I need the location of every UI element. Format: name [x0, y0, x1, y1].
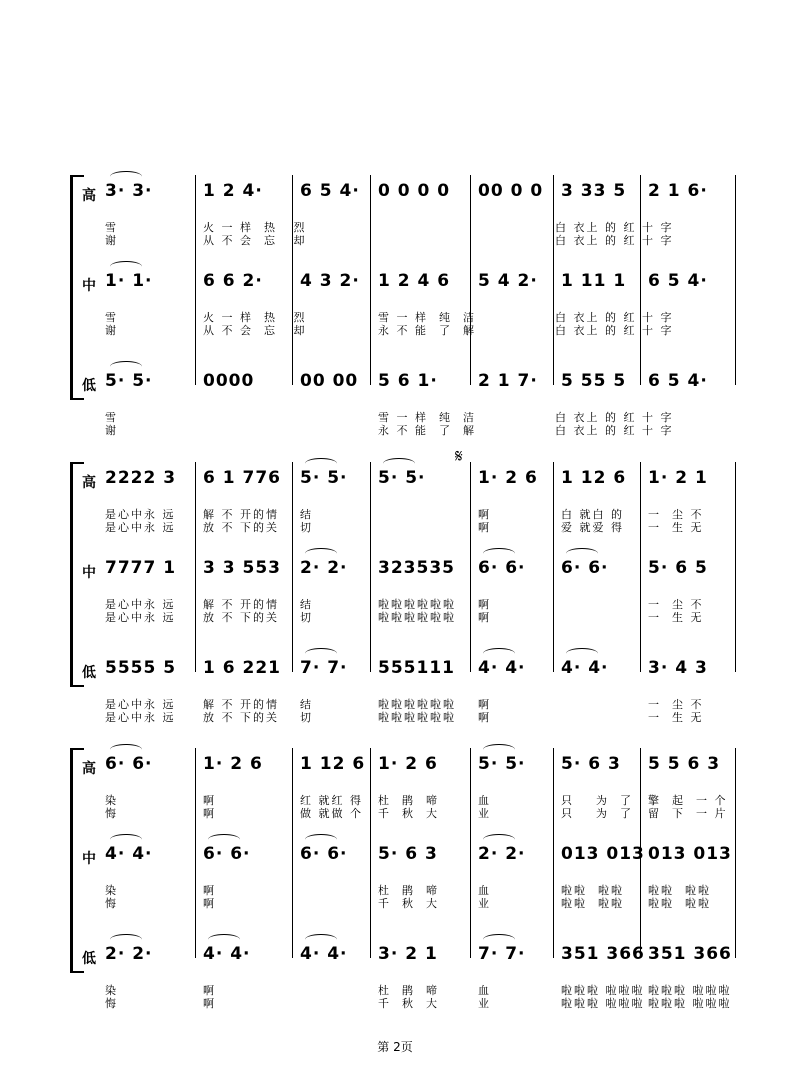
lyric: 白 衣上 的 红 十 字 — [555, 221, 674, 234]
measure-notes: 2· 2· — [478, 844, 526, 864]
part-label: 高 — [82, 761, 96, 777]
lyric: 谢 — [105, 424, 118, 437]
lyric: 业 — [478, 997, 491, 1010]
measure-notes: 1· 2 6 — [378, 754, 438, 774]
barline — [470, 462, 471, 672]
measure-notes: 5· 6 3 — [561, 754, 621, 774]
barline — [370, 175, 371, 385]
measure-notes: 6 6 2· — [203, 271, 263, 291]
measure-notes: 6· 6· — [478, 558, 526, 578]
lyric: 切 — [300, 611, 313, 624]
measure-notes: 1· 2 6 — [478, 468, 538, 488]
lyric: 是心中永 远 — [105, 521, 176, 534]
measure-notes: 5· 5· — [300, 468, 348, 488]
tie-slur — [483, 648, 515, 659]
lyric: 悔 — [105, 997, 118, 1010]
tie-slur — [305, 548, 337, 559]
measure-notes: 3 33 5 — [561, 181, 627, 201]
barline — [640, 175, 641, 385]
measure-notes: 2222 3 — [105, 468, 177, 488]
barline — [735, 462, 736, 672]
lyric: 啊 — [478, 611, 491, 624]
part-label: 低 — [82, 665, 96, 681]
measure-notes: 5· 5· — [378, 468, 426, 488]
measure-notes: 1· 2 6 — [203, 754, 263, 774]
measure-notes: 2 1 6· — [648, 181, 708, 201]
system-bracket — [70, 462, 73, 687]
bracket-cap — [70, 971, 84, 973]
measure-notes: 5· 5· — [478, 754, 526, 774]
lyric: 啦啦 啦啦 — [561, 897, 624, 910]
lyric: 啦啦啦 啦啦啦 — [648, 997, 732, 1010]
lyric: 啊 — [478, 711, 491, 724]
measure-notes: 351 366 — [561, 944, 645, 964]
measure-notes: 5· 6 5 — [648, 558, 708, 578]
bracket-cap — [70, 462, 84, 464]
lyric: 啦啦啦啦啦啦 — [378, 611, 456, 624]
lyric: 血 — [478, 984, 491, 997]
measure-notes: 6· 6· — [203, 844, 251, 864]
lyric: 解 不 开的情 — [203, 698, 279, 711]
lyric: 雪 — [105, 221, 118, 234]
tie-slur — [483, 744, 515, 755]
lyric: 放 不 下的关 — [203, 521, 279, 534]
measure-notes: 1· 2 1 — [648, 468, 708, 488]
lyric: 白 就白 的 — [561, 508, 624, 521]
barline — [640, 462, 641, 672]
bracket-cap — [70, 398, 84, 400]
lyric: 从 不 会 忘 却 — [203, 324, 307, 337]
measure-notes: 6 5 4· — [300, 181, 360, 201]
lyric: 啊 — [203, 984, 216, 997]
measure-notes: 6· 6· — [561, 558, 609, 578]
lyric: 只 为 了 — [561, 807, 633, 820]
system-bracket — [70, 748, 73, 973]
part-label: 低 — [82, 951, 96, 967]
barline — [292, 462, 293, 672]
lyric: 杜 鹃 啼 — [378, 884, 439, 897]
lyric: 白 衣上 的 红 十 字 — [555, 324, 674, 337]
lyric: 雪 — [105, 311, 118, 324]
barline — [370, 462, 371, 672]
measure-notes: 2· 2· — [105, 944, 153, 964]
measure-notes: 1· 1· — [105, 271, 153, 291]
lyric: 切 — [300, 521, 313, 534]
measure-notes: 4· 4· — [561, 658, 609, 678]
measure-notes: 5 5 6 3 — [648, 754, 721, 774]
lyric: 一 生 无 — [648, 711, 704, 724]
lyric: 永 不 能 了 解 — [378, 424, 476, 437]
lyric: 血 — [478, 794, 491, 807]
lyric: 红 就红 得 — [300, 794, 363, 807]
tie-slur — [566, 648, 598, 659]
tie-slur — [110, 834, 142, 845]
measure-notes: 555111 — [378, 658, 455, 678]
lyric: 血 — [478, 884, 491, 897]
measure-notes: 3· 4 3 — [648, 658, 708, 678]
lyric: 是心中永 远 — [105, 711, 176, 724]
tie-slur — [305, 458, 337, 469]
barline — [195, 748, 196, 958]
lyric: 啊 — [478, 698, 491, 711]
barline — [470, 175, 471, 385]
lyric: 是心中永 远 — [105, 698, 176, 711]
barline — [195, 175, 196, 385]
tie-slur — [305, 648, 337, 659]
measure-notes: 6 1 776 — [203, 468, 281, 488]
lyric: 谢 — [105, 324, 118, 337]
lyric: 啦啦啦 啦啦啦 — [561, 997, 645, 1010]
measure-notes: 7· 7· — [300, 658, 348, 678]
barline — [370, 748, 371, 958]
part-label: 中 — [82, 851, 96, 867]
measure-notes: 5· 6 3 — [378, 844, 438, 864]
lyric: 解 不 开的情 — [203, 598, 279, 611]
lyric: 啦啦啦啦啦啦 — [378, 598, 456, 611]
lyric: 永 不 能 了 解 — [378, 324, 476, 337]
lyric: 啊 — [203, 897, 216, 910]
lyric: 结 — [300, 508, 313, 521]
measure-notes: 2 1 7· — [478, 371, 538, 391]
lyric: 啦啦啦 啦啦啦 — [648, 984, 732, 997]
lyric: 啦啦 啦啦 — [648, 897, 711, 910]
score-system — [70, 748, 732, 1010]
lyric: 放 不 下的关 — [203, 611, 279, 624]
tie-slur — [305, 934, 337, 945]
lyric: 放 不 下的关 — [203, 711, 279, 724]
measure-notes: 4· 4· — [203, 944, 251, 964]
lyric: 结 — [300, 698, 313, 711]
measure-notes: 6 5 4· — [648, 371, 708, 391]
tie-slur — [566, 548, 598, 559]
lyric: 雪 一 样 纯 洁 — [378, 411, 476, 424]
measure-notes: 1 11 1 — [561, 271, 627, 291]
lyric: 白 衣上 的 红 十 字 — [555, 424, 674, 437]
lyric: 千 秋 大 — [378, 997, 439, 1010]
measure-notes: 3 3 553 — [203, 558, 281, 578]
measure-notes: 2· 2· — [300, 558, 348, 578]
lyric: 白 衣上 的 红 十 字 — [555, 311, 674, 324]
lyric: 解 不 开的情 — [203, 508, 279, 521]
lyric: 千 秋 大 — [378, 897, 439, 910]
tie-slur — [483, 548, 515, 559]
measure-notes: 1 2 4· — [203, 181, 263, 201]
lyric: 啊 — [203, 884, 216, 897]
tie-slur — [208, 834, 240, 845]
lyric: 一 尘 不 — [648, 508, 704, 521]
lyric: 啦啦 啦啦 — [561, 884, 624, 897]
lyric: 是心中永 远 — [105, 598, 176, 611]
lyric: 业 — [478, 897, 491, 910]
tie-slur — [305, 834, 337, 845]
tie-slur — [110, 934, 142, 945]
barline — [470, 748, 471, 958]
part-label: 高 — [82, 475, 96, 491]
measure-notes: 3· 3· — [105, 181, 153, 201]
measure-notes: 3· 2 1 — [378, 944, 438, 964]
lyric: 染 — [105, 884, 118, 897]
measure-notes: 5 4 2· — [478, 271, 538, 291]
lyric: 染 — [105, 794, 118, 807]
lyric: 谢 — [105, 234, 118, 247]
lyric: 啦啦啦啦啦啦 — [378, 711, 456, 724]
barline — [735, 748, 736, 958]
measure-notes: 323535 — [378, 558, 455, 578]
measure-notes: 7777 1 — [105, 558, 177, 578]
measure-notes: 0 0 0 0 — [378, 181, 451, 201]
lyric: 一 尘 不 — [648, 598, 704, 611]
part-label: 高 — [82, 188, 96, 204]
lyric: 火 一 样 热 烈 — [203, 311, 307, 324]
barline — [292, 175, 293, 385]
lyric: 一 生 无 — [648, 611, 704, 624]
measure-notes: 6· 6· — [105, 754, 153, 774]
lyric: 啦啦啦啦啦啦 — [378, 698, 456, 711]
part-label: 中 — [82, 278, 96, 294]
lyric: 擎 起 一 个 — [648, 794, 728, 807]
measure-notes: 013 013 — [561, 844, 645, 864]
bracket-cap — [70, 748, 84, 750]
lyric: 白 衣上 的 红 十 字 — [555, 411, 674, 424]
lyric: 一 生 无 — [648, 521, 704, 534]
system-bracket — [70, 175, 73, 400]
measure-notes: 0000 — [203, 371, 255, 391]
lyric: 悔 — [105, 897, 118, 910]
lyric: 火 一 样 热 烈 — [203, 221, 307, 234]
tie-slur — [483, 934, 515, 945]
lyric: 杜 鹃 啼 — [378, 794, 439, 807]
measure-notes: 351 366 — [648, 944, 732, 964]
barline — [553, 748, 554, 958]
lyric: 留 下 一 片 — [648, 807, 728, 820]
lyric: 结 — [300, 598, 313, 611]
lyric: 业 — [478, 807, 491, 820]
barline — [553, 175, 554, 385]
measure-notes: 6 5 4· — [648, 271, 708, 291]
measure-notes: 1 12 6 — [300, 754, 366, 774]
tie-slur — [383, 458, 415, 469]
measure-notes: 4· 4· — [300, 944, 348, 964]
score-system — [70, 175, 730, 437]
measure-notes: 1 12 6 — [561, 468, 627, 488]
lyric: 啊 — [478, 521, 491, 534]
lyric: 雪 — [105, 411, 118, 424]
barline — [735, 175, 736, 385]
lyric: 是心中永 远 — [105, 611, 176, 624]
lyric: 啊 — [203, 794, 216, 807]
barline — [195, 462, 196, 672]
lyric: 白 衣上 的 红 十 字 — [555, 234, 674, 247]
measure-notes: 7· 7· — [478, 944, 526, 964]
lyric: 杜 鹃 啼 — [378, 984, 439, 997]
lyric: 一 尘 不 — [648, 698, 704, 711]
measure-notes: 4 3 2· — [300, 271, 360, 291]
measure-notes: 5 55 5 — [561, 371, 627, 391]
lyric: 啊 — [478, 508, 491, 521]
tie-slur — [110, 171, 142, 182]
lyric: 啊 — [203, 807, 216, 820]
barline — [292, 748, 293, 958]
lyric: 爱 就爱 得 — [561, 521, 624, 534]
lyric: 是心中永 远 — [105, 508, 176, 521]
measure-notes: 013 013 — [648, 844, 732, 864]
lyric: 做 就做 个 — [300, 807, 363, 820]
score-system — [70, 462, 730, 724]
segno-mark: 𝄋 — [455, 446, 463, 467]
tie-slur — [208, 934, 240, 945]
barline — [553, 462, 554, 672]
part-label: 中 — [82, 565, 96, 581]
lyric: 切 — [300, 711, 313, 724]
measure-notes: 5555 5 — [105, 658, 177, 678]
tie-slur — [110, 261, 142, 272]
tie-slur — [110, 361, 142, 372]
lyric: 啊 — [203, 997, 216, 1010]
bracket-cap — [70, 175, 84, 177]
part-label: 低 — [82, 378, 96, 394]
lyric: 啊 — [478, 598, 491, 611]
lyric: 千 秋 大 — [378, 807, 439, 820]
lyric: 啦啦啦 啦啦啦 — [561, 984, 645, 997]
measure-notes: 6· 6· — [300, 844, 348, 864]
page-number: 第 2页 — [377, 1040, 413, 1054]
measure-notes: 4· 4· — [478, 658, 526, 678]
measure-notes: 00 0 0 — [478, 181, 544, 201]
measure-notes: 1 2 4 6 — [378, 271, 451, 291]
lyric: 雪 一 样 纯 洁 — [378, 311, 476, 324]
lyric: 从 不 会 忘 却 — [203, 234, 307, 247]
measure-notes: 00 00 — [300, 371, 359, 391]
lyric: 啦啦 啦啦 — [648, 884, 711, 897]
tie-slur — [483, 834, 515, 845]
measure-notes: 1 6 221 — [203, 658, 281, 678]
bracket-cap — [70, 685, 84, 687]
lyric: 只 为 了 — [561, 794, 633, 807]
tie-slur — [110, 744, 142, 755]
measure-notes: 4· 4· — [105, 844, 153, 864]
lyric: 染 — [105, 984, 118, 997]
measure-notes: 5 6 1· — [378, 371, 438, 391]
lyric: 悔 — [105, 807, 118, 820]
measure-notes: 5· 5· — [105, 371, 153, 391]
